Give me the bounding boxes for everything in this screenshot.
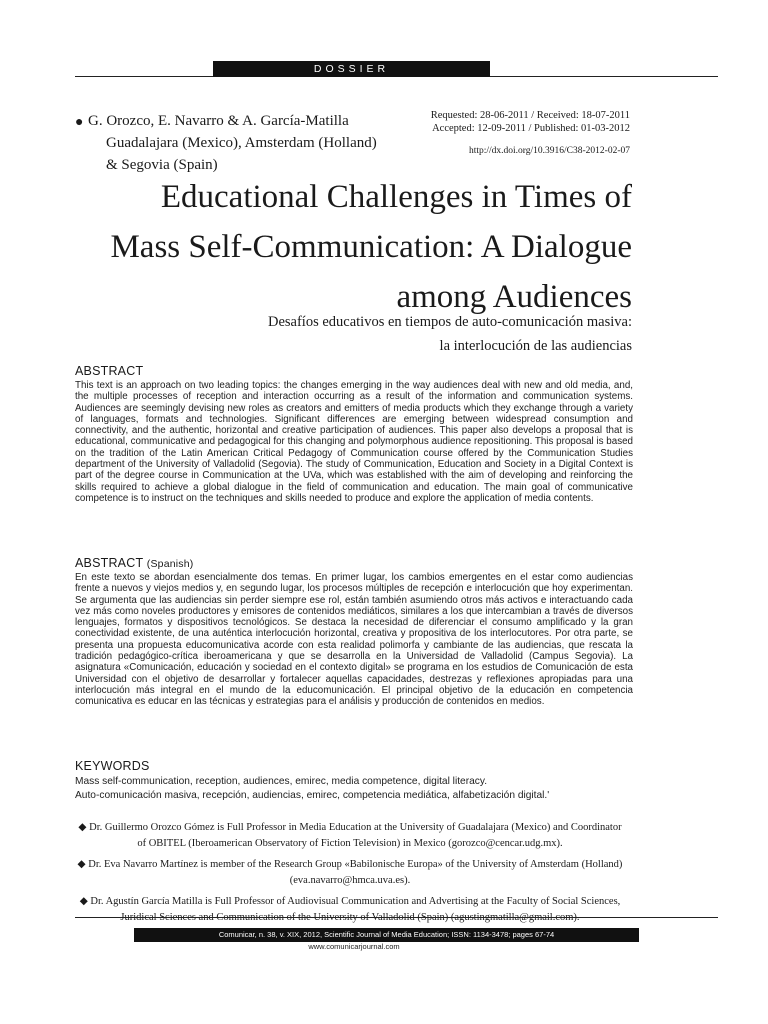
keywords-block [75, 775, 633, 802]
abstract-text: This text is an approach on two leading topics: the changes emerging in the way audiences deal with new and old media, and, the multiple processes of reception and interaction occurring as a result of the information and communication systems. Audiences are seemingly devising new roles as creators and emitters of media products which they exchange through a variety of languages, formats and technologies. Significant differences are emerging between widespread consumption and connectivity, and the authentic, horizontal and creative participation of audiences. This paper also develops a proposal that is educational, communicative and pedagogical for this changing and polymorphous audience repositioning. This proposal is based on the tradition of the Latin American Critical Pedagogy of Communication course offered by the Communication Studies department of the University of Valladolid (Segovia). The study of Communication, Education and Society in a Digital Context is part of the degree course in Communication at the UVa, which was established with the aim of developing and reinforcing the skills required to achieve a global dialogue in the field of communication and education. The main goal of communicative competence is to instruct on the techniques and skills needed to produce and explore the application of media contents. [75, 380, 633, 504]
title-line: among Audiences [396, 279, 632, 315]
subtitle-line: Desafíos educativos en tiempos de auto-comunicación masiva: [267, 314, 632, 330]
keywords-es: Auto-comunicación masiva, recepción, audiencias, emirec, competencia mediática, alfabetización digital.' [75, 789, 550, 801]
title-line: Educational Challenges in Times of [160, 179, 632, 215]
abstract-es-text: En este texto se abordan esencialmente dos temas. En primer lugar, los cambios emergentes en el estar como audiencias frente a nuevos y viejos medios y, en segundo lugar, los procesos múltiples de recepción e interlocución que hoy experimentan. Se argumenta que las audiencias sin perder siempre ese rol, están también asumiendo otros más activos e interactuando cada vez más como noveles productores y emisores de contenidos mediáticos, similares a los que intercambian a través de diversos lenguajes, formatos y dispositivos tecnológicos. Se destaca la necesidad de diferenciar el consumo amplificado y la gran conectividad existente, de una auténtica interlocución horizontal, creativa y propositiva de los interlocutores. Por otra parte, se presenta una propuesta educomunicativa acorde con esta realidad polimorfa y cambiante de las audiencias, que rescata la tradición pedagógico-crítica iberoamericana y que se desarrolla en la Universidad de Valladolid (Campus Segovia). La asignatura «Comunicación, educación y sociedad en el contexto digital» se programa en los estudios de Comunicación de esta Universidad con el objetivo de desarrollar y fortalecer aquellas capacidades, destrezas y reflexiones apropiadas para una interlocución más integral en el mundo de la educomunicación. El principal objetivo de la educación en competencia comunicativa es educar en las técnicas y estrategias para el análisis y producción de contenidos en medios. [75, 572, 633, 708]
journal-url[interactable]: www.comunicarjournal.com [308, 942, 400, 951]
abstract-es-note: (Spanish) [146, 558, 194, 570]
abstract-es-title: ABSTRACT [75, 556, 144, 570]
author-names: G. Orozco, E. Navarro & A. García-Matilla [88, 113, 349, 129]
author-locations: Guadalajara (Mexico), Amsterdam (Holland) [106, 135, 377, 151]
bullet-icon: ● [75, 115, 84, 130]
accepted-published: Accepted: 12-09-2011 / Published: 01-03-2012 [432, 123, 630, 134]
doi-link[interactable]: http://dx.doi.org/10.3916/C38-2012-02-07 [468, 146, 630, 156]
author-locations-cont: & Segovia (Spain) [106, 157, 218, 173]
section-label: DOSSIER [213, 61, 490, 77]
subtitle-line: la interlocución de las audiencias [439, 338, 632, 354]
author-block [75, 110, 405, 176]
bottom-rule [75, 917, 718, 918]
paper-subtitle [72, 310, 632, 358]
dates-block [370, 109, 630, 135]
journal-citation: Comunicar, n. 38, v. XIX, 2012, Scientific Journal of Media Education; ISSN: 1134-3478; pages 67-74 [134, 928, 639, 942]
keywords-en: Mass self-communication, reception, audiences, emirec, media competence, digital literacy. [75, 776, 488, 787]
author-notes [75, 820, 625, 931]
title-line: Mass Self-Communication: A Dialogue [110, 229, 632, 265]
requested-received: Requested: 28-06-2011 / Received: 18-07-2011 [430, 110, 630, 121]
author-note: ◆ Dr. Eva Navarro Martínez is member of the Research Group «Babilonische Europa» of the University of Amsterdam (Holland) (eva.navarro@hmca.uva.es). [77, 859, 623, 886]
author-note: ◆ Dr. Guillermo Orozco Gómez is Full Professor in Media Education at the University of Guadalajara (Mexico) and Coordinator of OBITEL (Iberoamerican Observatory of Fiction Television) in Mexico (gorozco@cencar.udg.mx). [78, 822, 622, 849]
author-note: ◆ Dr. Agustín García Matilla is Full Professor of Audiovisual Communication and Advertising at the Faculty of Social Sciences, [79, 896, 621, 907]
abstract-heading: ABSTRACT [75, 364, 144, 378]
abstract-es-heading [75, 556, 194, 570]
paper-title [72, 172, 632, 322]
keywords-heading: KEYWORDS [75, 759, 150, 773]
